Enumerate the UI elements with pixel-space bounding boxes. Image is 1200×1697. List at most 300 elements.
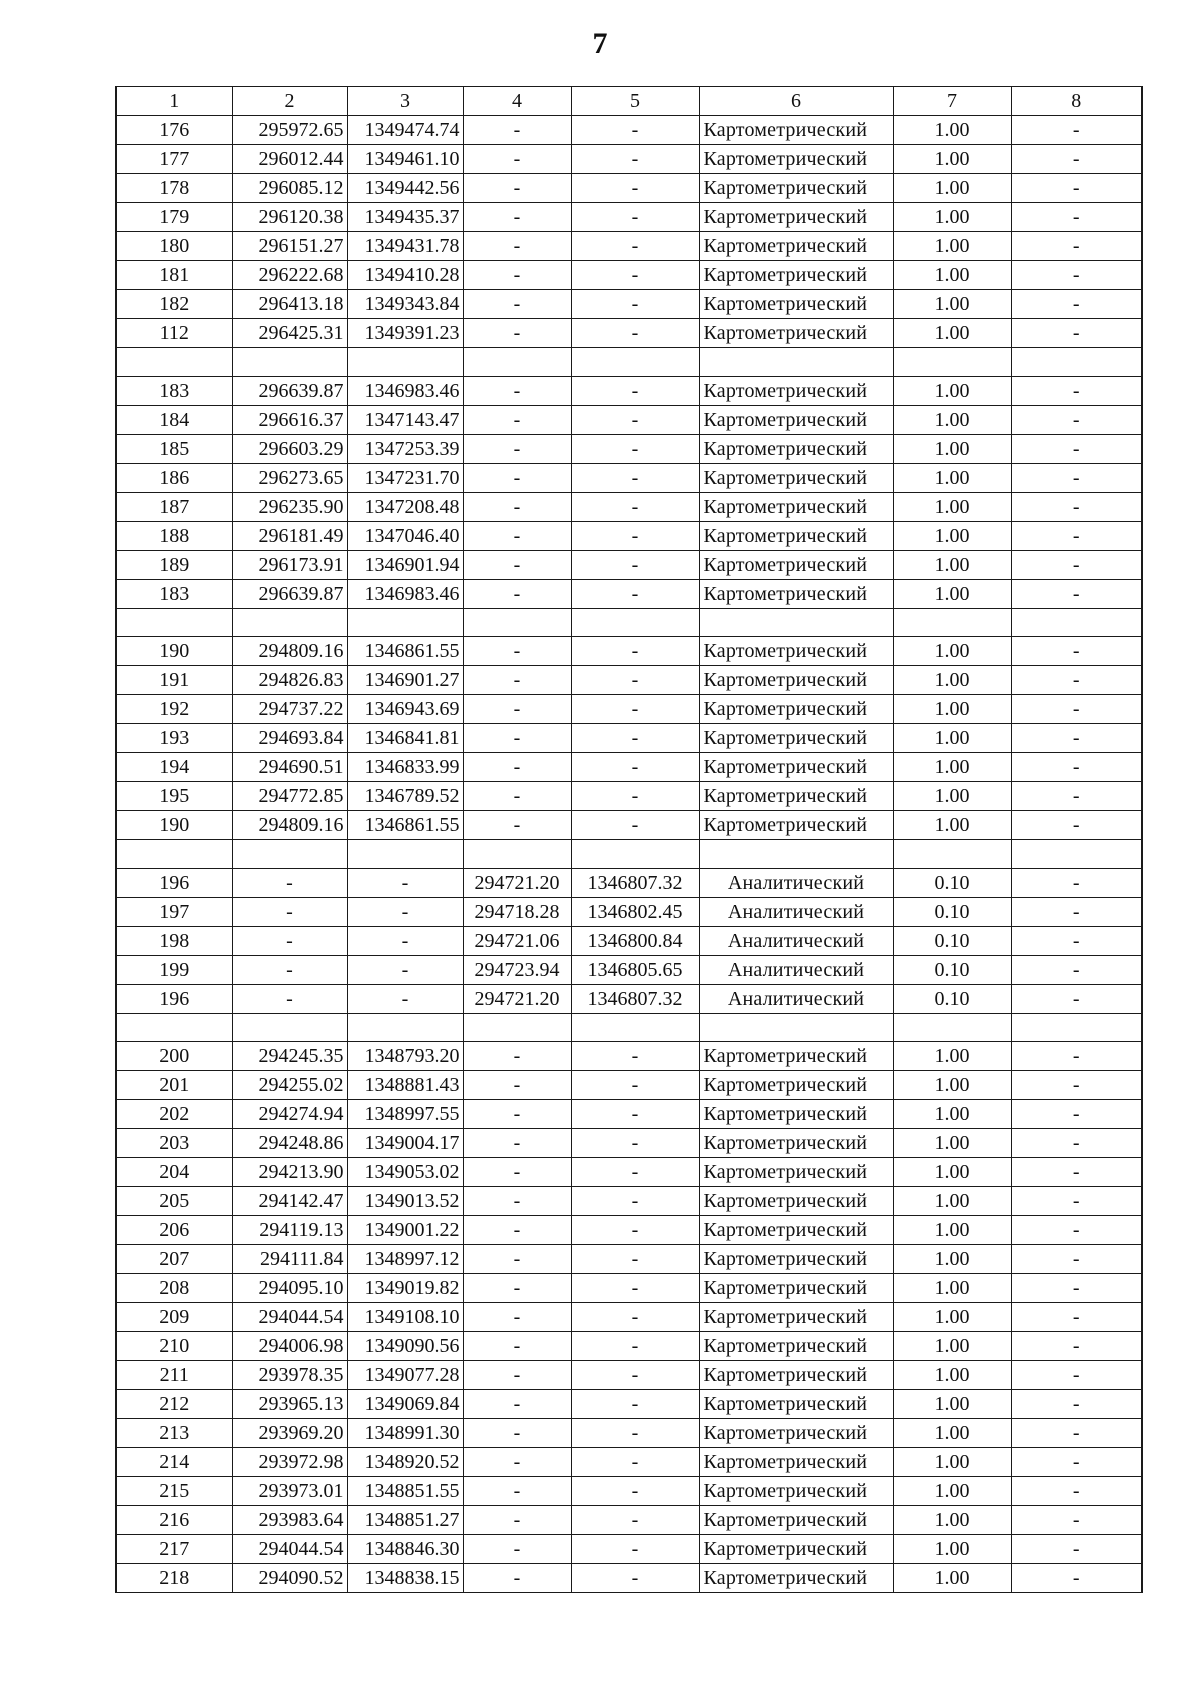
cell-col-7: 1.00 <box>893 116 1011 145</box>
cell-col-1: 216 <box>116 1506 232 1535</box>
cell-col-1: 183 <box>116 579 232 608</box>
cell-col-3: 1349410.28 <box>347 261 463 290</box>
cell-col-6: Картометрический <box>699 637 893 666</box>
cell-col-7: 1.00 <box>893 1042 1011 1071</box>
cell-col-6: Картометрический <box>699 1564 893 1593</box>
cell-col-7 <box>893 840 1011 869</box>
cell-col-8: - <box>1011 984 1142 1013</box>
cell-col-1: 183 <box>116 376 232 405</box>
cell-col-7: 1.00 <box>893 1216 1011 1245</box>
cell-col-1: 195 <box>116 782 232 811</box>
cell-col-4: - <box>463 1477 571 1506</box>
cell-col-1: 177 <box>116 145 232 174</box>
cell-col-1: 188 <box>116 521 232 550</box>
cell-col-2: 294095.10 <box>232 1274 347 1303</box>
cell-col-8: - <box>1011 463 1142 492</box>
cell-col-8: - <box>1011 637 1142 666</box>
cell-col-8: - <box>1011 1419 1142 1448</box>
cell-col-6: Аналитический <box>699 984 893 1013</box>
cell-col-2: 294006.98 <box>232 1332 347 1361</box>
cell-col-3: 1348920.52 <box>347 1448 463 1477</box>
cell-col-8 <box>1011 608 1142 637</box>
cell-col-7: 0.10 <box>893 868 1011 897</box>
cell-col-6: Картометрический <box>699 695 893 724</box>
cell-col-1: 192 <box>116 695 232 724</box>
cell-col-8: - <box>1011 1158 1142 1187</box>
cell-col-2: 294809.16 <box>232 637 347 666</box>
cell-col-6: Картометрический <box>699 434 893 463</box>
cell-col-1: 200 <box>116 1042 232 1071</box>
table-row <box>116 261 1142 290</box>
cell-col-8: - <box>1011 434 1142 463</box>
column-header-8: 8 <box>1011 87 1142 116</box>
cell-col-5: - <box>571 319 699 348</box>
cell-col-2: 294248.86 <box>232 1129 347 1158</box>
cell-col-8: - <box>1011 1564 1142 1593</box>
cell-col-6: Картометрический <box>699 753 893 782</box>
table-row <box>116 290 1142 319</box>
separator-row <box>116 608 1142 637</box>
table-row <box>116 434 1142 463</box>
cell-col-4: - <box>463 521 571 550</box>
cell-col-7: 1.00 <box>893 376 1011 405</box>
cell-col-5: 1346807.32 <box>571 984 699 1013</box>
cell-col-1: 185 <box>116 434 232 463</box>
cell-col-3: 1348991.30 <box>347 1419 463 1448</box>
cell-col-1: 179 <box>116 203 232 232</box>
table-row <box>116 984 1142 1013</box>
cell-col-5: - <box>571 1187 699 1216</box>
cell-col-8 <box>1011 840 1142 869</box>
cell-col-7: 1.00 <box>893 724 1011 753</box>
cell-col-5: - <box>571 1245 699 1274</box>
cell-col-6: Картометрический <box>699 1100 893 1129</box>
cell-col-6: Картометрический <box>699 1477 893 1506</box>
cell-col-8: - <box>1011 1245 1142 1274</box>
cell-col-7: 1.00 <box>893 1245 1011 1274</box>
cell-col-3: 1348793.20 <box>347 1042 463 1071</box>
cell-col-1: 207 <box>116 1245 232 1274</box>
cell-col-3: 1349442.56 <box>347 174 463 203</box>
cell-col-3: 1346983.46 <box>347 376 463 405</box>
cell-col-2: 294213.90 <box>232 1158 347 1187</box>
cell-col-5: - <box>571 1448 699 1477</box>
cell-col-2: 294142.47 <box>232 1187 347 1216</box>
cell-col-6 <box>699 608 893 637</box>
cell-col-3: 1347046.40 <box>347 521 463 550</box>
cell-col-3: - <box>347 984 463 1013</box>
cell-col-8: - <box>1011 1477 1142 1506</box>
cell-col-8: - <box>1011 521 1142 550</box>
cell-col-5: - <box>571 1419 699 1448</box>
cell-col-4: - <box>463 666 571 695</box>
table-row <box>116 463 1142 492</box>
cell-col-8: - <box>1011 261 1142 290</box>
cell-col-3: - <box>347 926 463 955</box>
cell-col-2: - <box>232 897 347 926</box>
cell-col-5: - <box>571 290 699 319</box>
cell-col-4: - <box>463 782 571 811</box>
cell-col-4: - <box>463 1216 571 1245</box>
cell-col-5: - <box>571 1071 699 1100</box>
cell-col-6: Картометрический <box>699 1129 893 1158</box>
cell-col-5: - <box>571 261 699 290</box>
cell-col-8: - <box>1011 1303 1142 1332</box>
cell-col-4: - <box>463 1390 571 1419</box>
cell-col-8: - <box>1011 1129 1142 1158</box>
cell-col-7: 1.00 <box>893 1448 1011 1477</box>
cell-col-2: 296181.49 <box>232 521 347 550</box>
cell-col-8: - <box>1011 1535 1142 1564</box>
cell-col-7: 1.00 <box>893 434 1011 463</box>
cell-col-5: - <box>571 782 699 811</box>
column-header-2: 2 <box>232 87 347 116</box>
cell-col-7: 1.00 <box>893 203 1011 232</box>
cell-col-6: Картометрический <box>699 1245 893 1274</box>
cell-col-1: 212 <box>116 1390 232 1419</box>
cell-col-7: 1.00 <box>893 695 1011 724</box>
cell-col-6: Картометрический <box>699 1274 893 1303</box>
cell-col-2: 296012.44 <box>232 145 347 174</box>
cell-col-1: 180 <box>116 232 232 261</box>
separator-row <box>116 840 1142 869</box>
cell-col-7: 1.00 <box>893 145 1011 174</box>
cell-col-4: - <box>463 1419 571 1448</box>
cell-col-8: - <box>1011 1332 1142 1361</box>
cell-col-4: - <box>463 1100 571 1129</box>
table-row <box>116 521 1142 550</box>
cell-col-1: 191 <box>116 666 232 695</box>
cell-col-4: - <box>463 1245 571 1274</box>
cell-col-2: 294772.85 <box>232 782 347 811</box>
table-row <box>116 637 1142 666</box>
cell-col-3: 1348846.30 <box>347 1535 463 1564</box>
cell-col-3: 1349004.17 <box>347 1129 463 1158</box>
cell-col-5: - <box>571 1216 699 1245</box>
cell-col-3: 1346901.27 <box>347 666 463 695</box>
cell-col-8: - <box>1011 753 1142 782</box>
cell-col-2 <box>232 608 347 637</box>
cell-col-4: - <box>463 1187 571 1216</box>
cell-col-1: 190 <box>116 637 232 666</box>
table-row <box>116 1042 1142 1071</box>
cell-col-3: 1347231.70 <box>347 463 463 492</box>
cell-col-7: 1.00 <box>893 1100 1011 1129</box>
cell-col-8: - <box>1011 550 1142 579</box>
cell-col-5: - <box>571 1390 699 1419</box>
cell-col-1 <box>116 1013 232 1042</box>
table-row <box>116 811 1142 840</box>
cell-col-4: - <box>463 811 571 840</box>
table-row <box>116 174 1142 203</box>
cell-col-4: 294721.20 <box>463 868 571 897</box>
cell-col-5: 1346807.32 <box>571 868 699 897</box>
cell-col-6: Картометрический <box>699 1158 893 1187</box>
cell-col-8: - <box>1011 232 1142 261</box>
cell-col-6 <box>699 348 893 377</box>
cell-col-8 <box>1011 348 1142 377</box>
cell-col-4: - <box>463 1361 571 1390</box>
cell-col-1: 196 <box>116 868 232 897</box>
cell-col-7: 1.00 <box>893 1535 1011 1564</box>
table-row <box>116 1564 1142 1593</box>
cell-col-5: - <box>571 116 699 145</box>
cell-col-8: - <box>1011 926 1142 955</box>
table-row <box>116 405 1142 434</box>
cell-col-8: - <box>1011 579 1142 608</box>
cell-col-1: 209 <box>116 1303 232 1332</box>
cell-col-3: 1349343.84 <box>347 290 463 319</box>
cell-col-6: Картометрический <box>699 203 893 232</box>
cell-col-5: - <box>571 1361 699 1390</box>
cell-col-6: Картометрический <box>699 261 893 290</box>
cell-col-6: Аналитический <box>699 955 893 984</box>
separator-row <box>116 1013 1142 1042</box>
cell-col-2: 296151.27 <box>232 232 347 261</box>
column-header-5: 5 <box>571 87 699 116</box>
cell-col-3: 1346943.69 <box>347 695 463 724</box>
table-row <box>116 579 1142 608</box>
cell-col-1: 186 <box>116 463 232 492</box>
cell-col-6: Картометрический <box>699 1332 893 1361</box>
cell-col-3: 1349053.02 <box>347 1158 463 1187</box>
cell-col-8: - <box>1011 724 1142 753</box>
cell-col-2: - <box>232 926 347 955</box>
cell-col-3: 1349435.37 <box>347 203 463 232</box>
cell-col-1: 208 <box>116 1274 232 1303</box>
cell-col-7: 1.00 <box>893 405 1011 434</box>
cell-col-2: - <box>232 955 347 984</box>
cell-col-3: 1349090.56 <box>347 1332 463 1361</box>
cell-col-7: 1.00 <box>893 1477 1011 1506</box>
cell-col-2: 296603.29 <box>232 434 347 463</box>
cell-col-5: - <box>571 1129 699 1158</box>
cell-col-7: 1.00 <box>893 1419 1011 1448</box>
cell-col-5 <box>571 348 699 377</box>
separator-row <box>116 348 1142 377</box>
table-row <box>116 1071 1142 1100</box>
cell-col-3: 1347253.39 <box>347 434 463 463</box>
cell-col-1: 190 <box>116 811 232 840</box>
cell-col-8: - <box>1011 174 1142 203</box>
cell-col-2: 293978.35 <box>232 1361 347 1390</box>
cell-col-4: - <box>463 1535 571 1564</box>
table-row <box>116 1448 1142 1477</box>
table-row <box>116 666 1142 695</box>
cell-col-6: Картометрический <box>699 579 893 608</box>
cell-col-4: - <box>463 376 571 405</box>
column-header-1: 1 <box>116 87 232 116</box>
cell-col-4 <box>463 348 571 377</box>
cell-col-6: Картометрический <box>699 1216 893 1245</box>
cell-col-6 <box>699 1013 893 1042</box>
cell-col-4: - <box>463 145 571 174</box>
cell-col-7: 1.00 <box>893 637 1011 666</box>
table-row <box>116 724 1142 753</box>
cell-col-1: 211 <box>116 1361 232 1390</box>
cell-col-4: - <box>463 550 571 579</box>
cell-col-5 <box>571 840 699 869</box>
cell-col-4: 294721.20 <box>463 984 571 1013</box>
cell-col-1: 112 <box>116 319 232 348</box>
cell-col-7: 1.00 <box>893 261 1011 290</box>
cell-col-1: 193 <box>116 724 232 753</box>
table-header <box>116 87 1142 116</box>
cell-col-3: - <box>347 955 463 984</box>
cell-col-2: 296120.38 <box>232 203 347 232</box>
cell-col-1: 189 <box>116 550 232 579</box>
cell-col-5: - <box>571 203 699 232</box>
cell-col-3 <box>347 608 463 637</box>
cell-col-3: 1349461.10 <box>347 145 463 174</box>
cell-col-6: Картометрический <box>699 463 893 492</box>
cell-col-4 <box>463 1013 571 1042</box>
cell-col-6: Картометрический <box>699 1419 893 1448</box>
cell-col-1: 203 <box>116 1129 232 1158</box>
table-row <box>116 1419 1142 1448</box>
cell-col-6: Картометрический <box>699 145 893 174</box>
cell-col-1: 217 <box>116 1535 232 1564</box>
cell-col-5: - <box>571 550 699 579</box>
cell-col-2: 294044.54 <box>232 1535 347 1564</box>
cell-col-7: 1.00 <box>893 550 1011 579</box>
cell-col-4: - <box>463 232 571 261</box>
cell-col-4: - <box>463 319 571 348</box>
cell-col-6: Картометрический <box>699 550 893 579</box>
cell-col-6: Аналитический <box>699 926 893 955</box>
cell-col-6: Картометрический <box>699 376 893 405</box>
cell-col-1: 204 <box>116 1158 232 1187</box>
table-row <box>116 897 1142 926</box>
cell-col-1: 181 <box>116 261 232 290</box>
cell-col-7: 1.00 <box>893 666 1011 695</box>
cell-col-3 <box>347 840 463 869</box>
cell-col-7: 0.10 <box>893 955 1011 984</box>
cell-col-8: - <box>1011 1274 1142 1303</box>
cell-col-8: - <box>1011 1448 1142 1477</box>
cell-col-5: 1346802.45 <box>571 897 699 926</box>
cell-col-7 <box>893 1013 1011 1042</box>
cell-col-2: 296235.90 <box>232 492 347 521</box>
cell-col-7 <box>893 348 1011 377</box>
cell-col-4: - <box>463 1129 571 1158</box>
cell-col-6 <box>699 840 893 869</box>
cell-col-7 <box>893 608 1011 637</box>
cell-col-7: 1.00 <box>893 232 1011 261</box>
cell-col-3: 1349013.52 <box>347 1187 463 1216</box>
cell-col-7: 1.00 <box>893 1332 1011 1361</box>
cell-col-1: 218 <box>116 1564 232 1593</box>
table-row <box>116 232 1142 261</box>
cell-col-2: 294119.13 <box>232 1216 347 1245</box>
cell-col-5: 1346805.65 <box>571 955 699 984</box>
cell-col-8: - <box>1011 1216 1142 1245</box>
cell-col-7: 0.10 <box>893 984 1011 1013</box>
cell-col-5: - <box>571 637 699 666</box>
cell-col-1: 214 <box>116 1448 232 1477</box>
cell-col-4: - <box>463 1274 571 1303</box>
cell-col-6: Картометрический <box>699 405 893 434</box>
cell-col-7: 1.00 <box>893 753 1011 782</box>
table-row <box>116 926 1142 955</box>
cell-col-3: - <box>347 868 463 897</box>
cell-col-8: - <box>1011 203 1142 232</box>
cell-col-2: 294090.52 <box>232 1564 347 1593</box>
cell-col-6: Картометрический <box>699 492 893 521</box>
cell-col-2: 294693.84 <box>232 724 347 753</box>
cell-col-5: - <box>571 434 699 463</box>
cell-col-8: - <box>1011 782 1142 811</box>
cell-col-3: 1349001.22 <box>347 1216 463 1245</box>
cell-col-4: - <box>463 1303 571 1332</box>
cell-col-3: 1349108.10 <box>347 1303 463 1332</box>
cell-col-2: - <box>232 868 347 897</box>
cell-col-3: 1348851.27 <box>347 1506 463 1535</box>
cell-col-8: - <box>1011 1071 1142 1100</box>
cell-col-5: - <box>571 492 699 521</box>
cell-col-6: Картометрический <box>699 811 893 840</box>
cell-col-1: 199 <box>116 955 232 984</box>
cell-col-6: Аналитический <box>699 897 893 926</box>
cell-col-2: 293969.20 <box>232 1419 347 1448</box>
cell-col-6: Картометрический <box>699 666 893 695</box>
cell-col-3: 1347208.48 <box>347 492 463 521</box>
cell-col-3: 1346841.81 <box>347 724 463 753</box>
table-row <box>116 376 1142 405</box>
cell-col-2: 294044.54 <box>232 1303 347 1332</box>
cell-col-4: - <box>463 116 571 145</box>
cell-col-5: - <box>571 1332 699 1361</box>
cell-col-4: - <box>463 1332 571 1361</box>
cell-col-3: 1348997.12 <box>347 1245 463 1274</box>
cell-col-8: - <box>1011 319 1142 348</box>
cell-col-7: 1.00 <box>893 811 1011 840</box>
cell-col-5: - <box>571 1303 699 1332</box>
cell-col-3: 1349391.23 <box>347 319 463 348</box>
cell-col-1: 198 <box>116 926 232 955</box>
table-row <box>116 319 1142 348</box>
cell-col-2: 294737.22 <box>232 695 347 724</box>
cell-col-2: 296413.18 <box>232 290 347 319</box>
cell-col-5: - <box>571 463 699 492</box>
cell-col-5 <box>571 608 699 637</box>
cell-col-8: - <box>1011 492 1142 521</box>
cell-col-5: - <box>571 753 699 782</box>
cell-col-2: 294274.94 <box>232 1100 347 1129</box>
cell-col-3: 1349431.78 <box>347 232 463 261</box>
cell-col-4 <box>463 840 571 869</box>
cell-col-3: 1349474.74 <box>347 116 463 145</box>
cell-col-5: - <box>571 1535 699 1564</box>
column-header-3: 3 <box>347 87 463 116</box>
cell-col-2: 294245.35 <box>232 1042 347 1071</box>
cell-col-7: 1.00 <box>893 290 1011 319</box>
table-row <box>116 1506 1142 1535</box>
cell-col-2: 296639.87 <box>232 579 347 608</box>
cell-col-2: 293983.64 <box>232 1506 347 1535</box>
table-body <box>116 116 1142 1593</box>
cell-col-2 <box>232 840 347 869</box>
cell-col-4: 294723.94 <box>463 955 571 984</box>
cell-col-8: - <box>1011 1042 1142 1071</box>
cell-col-7: 1.00 <box>893 1361 1011 1390</box>
cell-col-2 <box>232 348 347 377</box>
cell-col-7: 0.10 <box>893 926 1011 955</box>
cell-col-1: 205 <box>116 1187 232 1216</box>
cell-col-2 <box>232 1013 347 1042</box>
cell-col-7: 1.00 <box>893 1129 1011 1158</box>
table-row <box>116 203 1142 232</box>
